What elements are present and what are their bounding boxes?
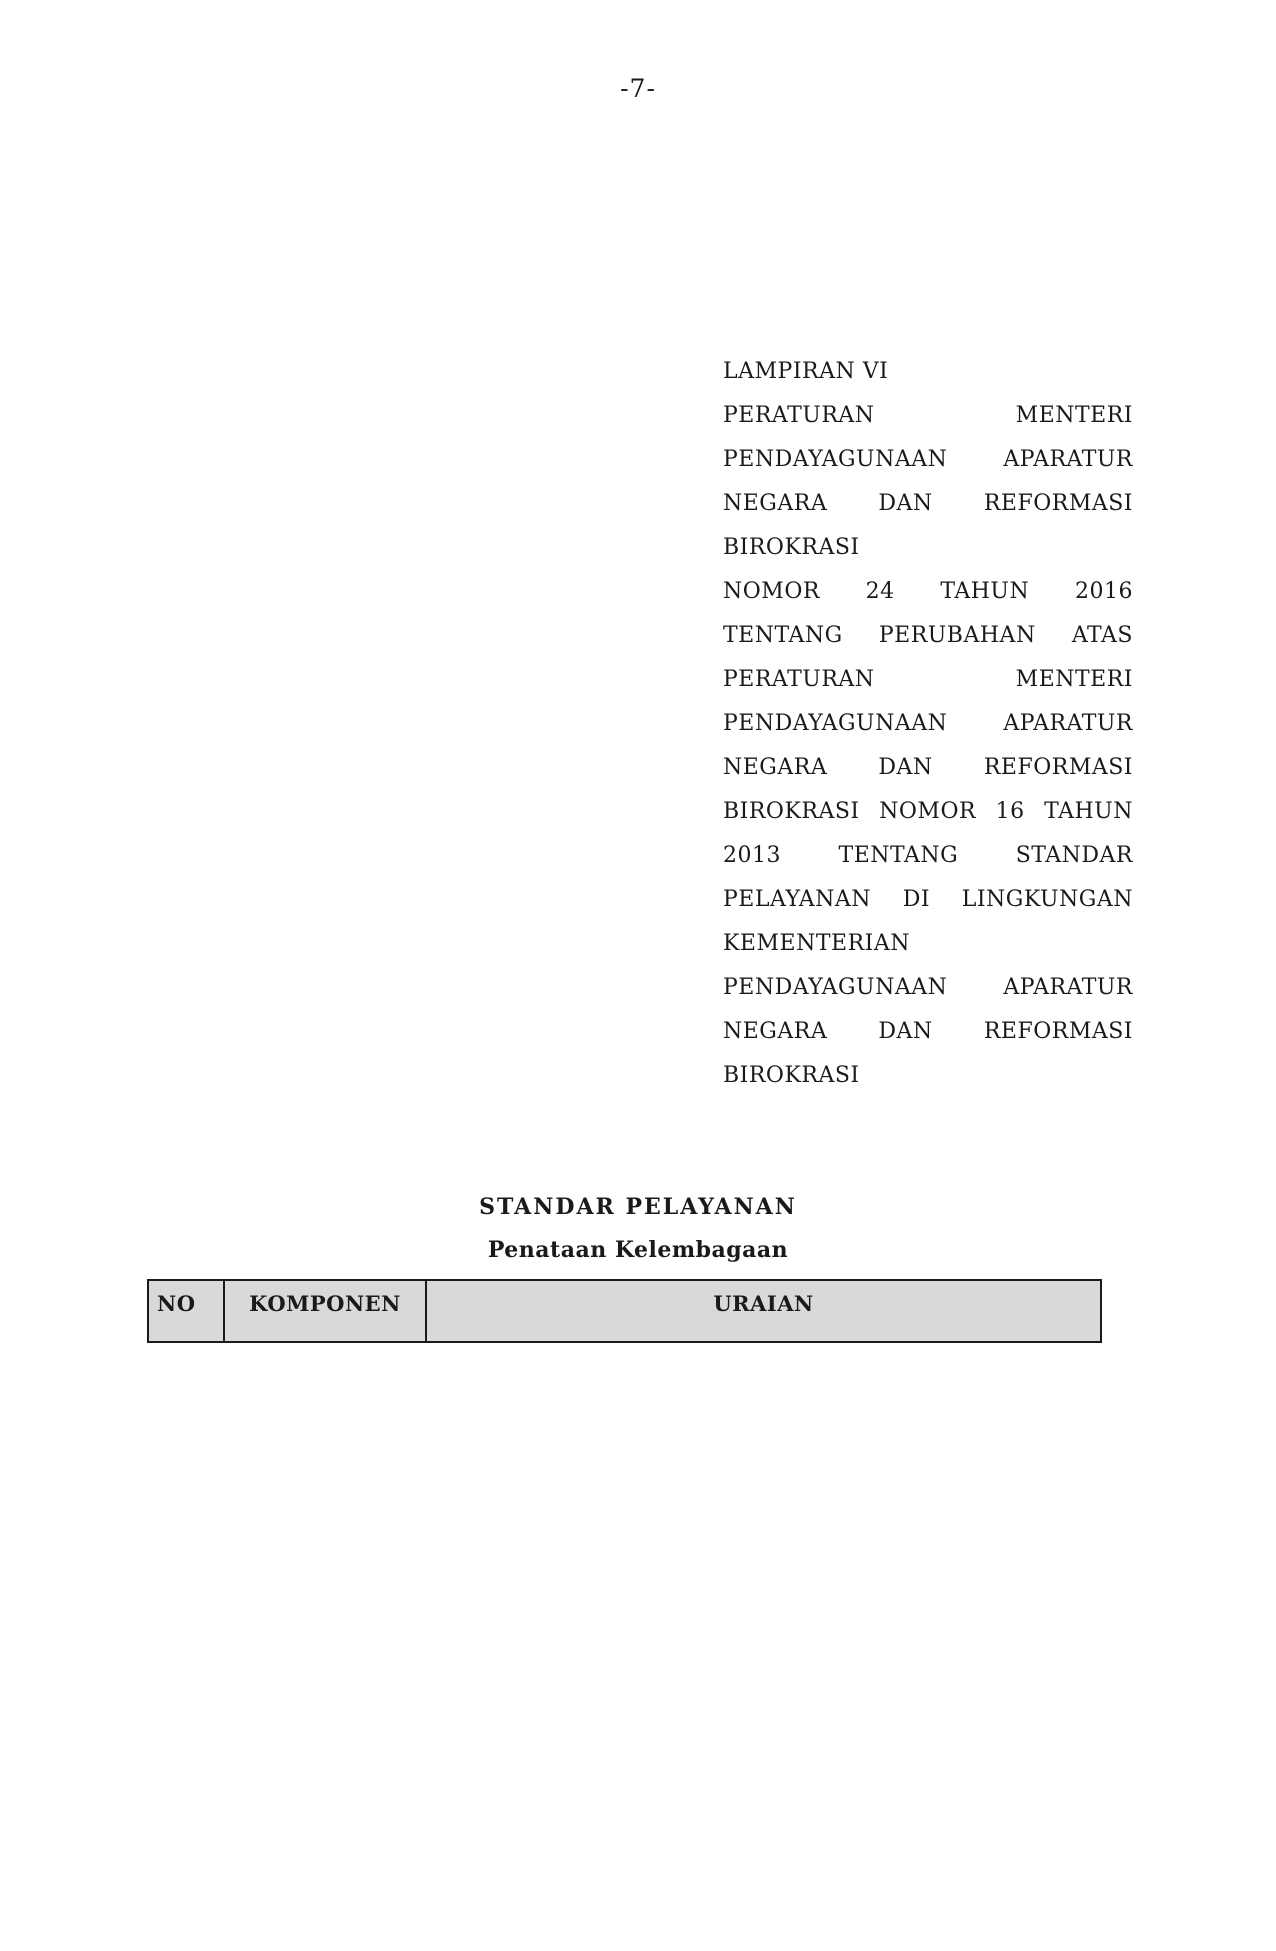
appendix-line <box>723 702 1133 746</box>
appendix-word: KEMENTERIAN <box>723 931 910 956</box>
appendix-word: PENDAYAGUNAAN <box>723 711 948 736</box>
appendix-word: REFORMASI <box>983 755 1133 780</box>
appendix-word: REFORMASI <box>983 1019 1133 1044</box>
appendix-line <box>723 350 1133 394</box>
appendix-word: PENDAYAGUNAAN <box>723 975 948 1000</box>
appendix-word: 2016 <box>1074 579 1133 604</box>
appendix-word: NEGARA <box>723 755 828 780</box>
appendix-word: LAMPIRAN VI <box>723 359 889 384</box>
appendix-word: STANDAR <box>1015 843 1133 868</box>
appendix-line <box>723 1010 1133 1054</box>
appendix-word: BIROKRASI <box>723 535 860 560</box>
appendix-word: DAN <box>878 1019 933 1044</box>
appendix-word: PENDAYAGUNAAN <box>723 447 948 472</box>
appendix-word: PELAYANAN <box>723 887 872 912</box>
appendix-line <box>723 790 1133 834</box>
appendix-word: 24 <box>865 579 895 604</box>
column-header-uraian: URAIAN <box>426 1280 1101 1342</box>
appendix-word: NEGARA <box>723 491 828 516</box>
appendix-line <box>723 614 1133 658</box>
document-title: STANDAR PELAYANAN <box>479 1194 797 1220</box>
appendix-word: DAN <box>878 491 933 516</box>
appendix-word: NOMOR <box>879 799 977 824</box>
appendix-word: APARATUR <box>1003 975 1133 1000</box>
appendix-word: APARATUR <box>1003 711 1133 736</box>
appendix-word: PERUBAHAN <box>878 623 1036 648</box>
appendix-word: PERATURAN <box>723 403 875 428</box>
appendix-line <box>723 394 1133 438</box>
appendix-word: MENTERI <box>1015 403 1133 428</box>
appendix-word: DI <box>902 887 931 912</box>
appendix-line <box>723 922 1133 966</box>
appendix-word: LINGKUNGAN <box>961 887 1133 912</box>
appendix-line <box>723 570 1133 614</box>
appendix-word: TENTANG <box>838 843 959 868</box>
appendix-word: DAN <box>878 755 933 780</box>
appendix-word: TENTANG <box>723 623 843 648</box>
appendix-word: NEGARA <box>723 1019 828 1044</box>
standard-table <box>147 1279 1102 1343</box>
appendix-line <box>723 658 1133 702</box>
appendix-line <box>723 746 1133 790</box>
appendix-word: ATAS <box>1071 623 1133 648</box>
document-subtitle: Penataan Kelembagaan <box>487 1237 789 1263</box>
appendix-word: MENTERI <box>1015 667 1133 692</box>
appendix-word: REFORMASI <box>983 491 1133 516</box>
page-number: -7- <box>620 74 656 103</box>
appendix-line <box>723 482 1133 526</box>
appendix-heading <box>723 350 1133 1098</box>
appendix-word: BIROKRASI <box>723 1063 860 1088</box>
appendix-word: BIROKRASI <box>723 799 860 824</box>
appendix-word: PERATURAN <box>723 667 875 692</box>
appendix-word: APARATUR <box>1003 447 1133 472</box>
column-header-no: NO <box>148 1280 224 1342</box>
appendix-line <box>723 834 1133 878</box>
appendix-line <box>723 526 1133 570</box>
appendix-word: NOMOR <box>723 579 820 604</box>
appendix-line <box>723 966 1133 1010</box>
appendix-line <box>723 438 1133 482</box>
appendix-word: 16 <box>995 799 1025 824</box>
appendix-word: TAHUN <box>1044 799 1133 824</box>
table-header-row <box>148 1280 1101 1342</box>
appendix-word: 2013 <box>723 843 781 868</box>
column-header-komponen: KOMPONEN <box>224 1280 426 1342</box>
appendix-line <box>723 878 1133 922</box>
appendix-word: TAHUN <box>940 579 1030 604</box>
appendix-line <box>723 1054 1133 1098</box>
